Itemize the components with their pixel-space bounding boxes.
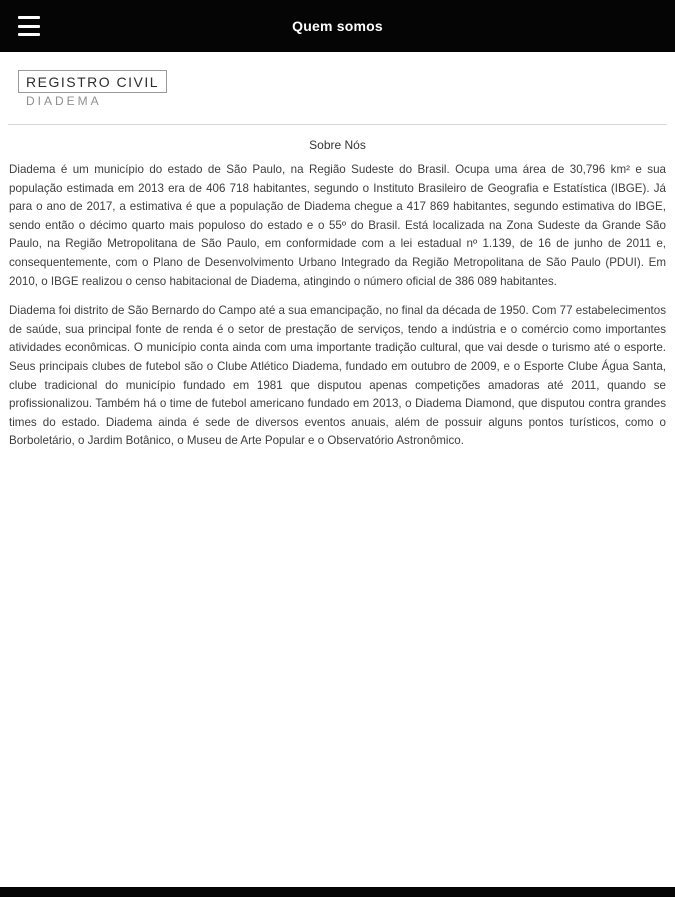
- registro-civil-logo: [18, 70, 675, 108]
- about-paragraph-1: Diadema é um município do estado de São Paulo, na Região Sudeste do Brasil. Ocupa uma área de 30,796 km² e sua população estimada em 2013 era de 406 718 habitantes, segundo o Instituto Brasileiro de Geografia e Estatística (IBGE). Já para o ano de 2017, a estimativa é que a população de Diadema chegue a 417 869 habitantes, segundo estimativa do IBGE, sendo então o décimo quarto mais populoso do estado e o 55º do Brasil. Está localizada na Zona Sudeste da Grande São Paulo, na Região Metropolitana de São Paulo, em conformidade com a lei estadual nº 1.139, de 16 de junho de 2011 e, consequentemente, com o Plano de Desenvolvimento Urbano Integrado da Região Metropolitana de São Paulo (PDUI). Em 2010, o IBGE realizou o censo habitacional de Diadema, atingindo o número oficial de 386 089 habitantes.: [9, 163, 666, 288]
- about-paragraph-2: Diadema foi distrito de São Bernardo do Campo até a sua emancipação, no final da década de 1950. Com 77 estabelecimentos de saúde, sua principal fonte de renda é o setor de prestação de serviços, tendo a indústria e o comércio como importantes atividades econômicas. O município conta ainda com uma importante tradição cultural, que vai desde o turismo até o esporte. Seus principais clubes de futebol são o Clube Atlético Diadema, fundado em outubro de 2009, e o Esporte Clube Água Santa, clube tradicional do município fundado em 1981 que disputou apenas competições amadoras até 2011, quando se profissionalizou. Também há o time de futebol americano fundado em 2013, o Diadema Diamond, que disputou contra grandes times do estado. Diadema ainda é sede de diversos eventos anuais, além de possuir alguns pontos turísticos, como o Borboletário, o Jardim Botânico, o Museu de Arte Popular e o Observatório Astronômico.: [9, 304, 666, 448]
- app-bar: [0, 0, 675, 52]
- logo-subtitle: DIADEMA: [26, 94, 102, 108]
- page-title: Quem somos: [292, 18, 383, 34]
- hamburger-bar: [18, 25, 40, 28]
- section-heading: Sobre Nós: [309, 138, 366, 152]
- hamburger-bar: [18, 16, 40, 19]
- logo-title: REGISTRO CIVIL: [18, 70, 167, 93]
- bottom-bar: [0, 887, 675, 897]
- content-area: [0, 70, 675, 451]
- hamburger-bar: [18, 33, 40, 36]
- divider: [8, 124, 667, 125]
- hamburger-menu-icon[interactable]: [12, 9, 46, 43]
